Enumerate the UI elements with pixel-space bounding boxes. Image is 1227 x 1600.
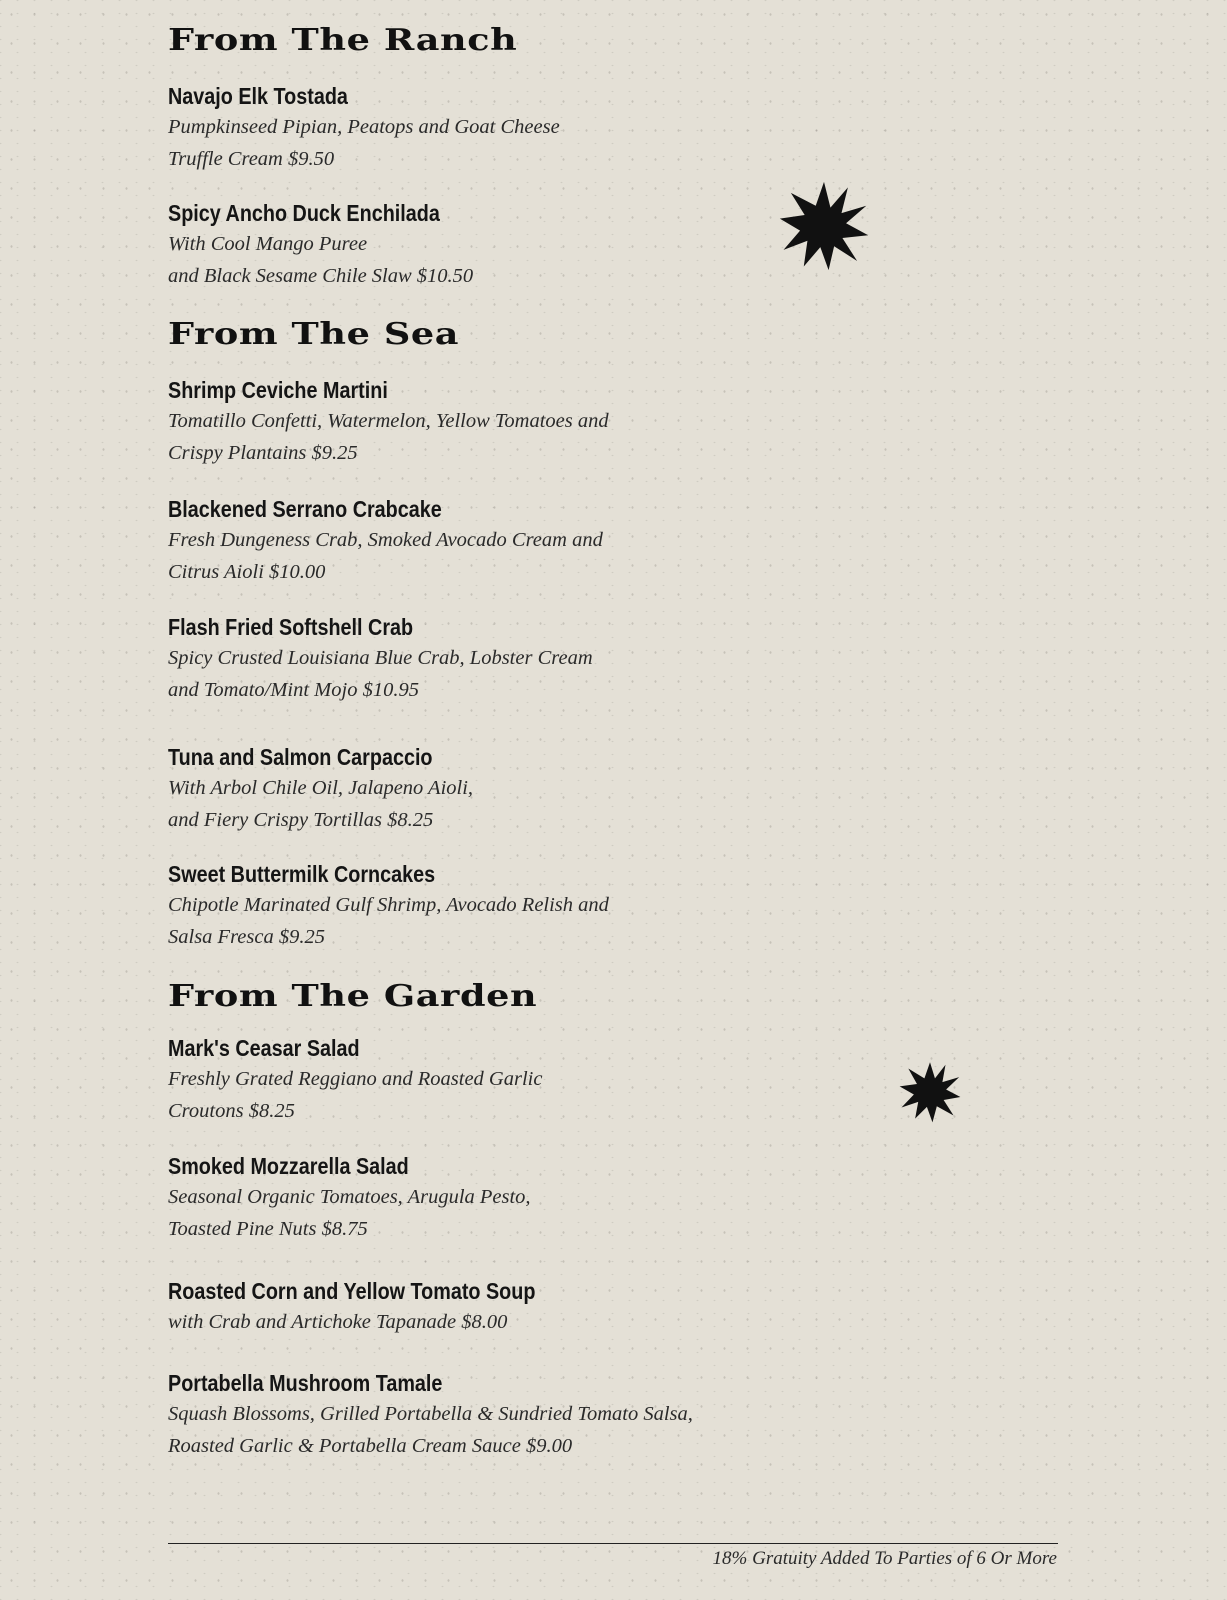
menu-item — [168, 198, 848, 292]
item-description: Pumpkinseed Pipian, Peatops and Goat Cheese Truffle Cream $9.50 — [168, 116, 560, 170]
item-description: Freshly Grated Reggiano and Roasted Garlic Croutons $8.25 — [168, 1068, 543, 1122]
item-name: Shrimp Ceviche Martini — [168, 377, 388, 403]
menu-item — [168, 1276, 848, 1338]
section-title-ranch: From The Ranch — [168, 23, 518, 58]
item-description: Spicy Crusted Louisiana Blue Crab, Lobster Cream and Tomato/Mint Mojo $10.95 — [168, 647, 593, 701]
gratuity-note: 18% Gratuity Added To Parties of 6 Or More — [712, 1548, 1057, 1569]
item-name: Sweet Buttermilk Corncakes — [168, 861, 436, 887]
item-description: Squash Blossoms, Grilled Portabella & Sundried Tomato Salsa, Roasted Garlic & Portabella Cream Sauce $9.00 — [168, 1403, 693, 1457]
menu-item — [168, 81, 848, 175]
menu-item — [168, 742, 848, 836]
item-description: With Cool Mango Puree and Black Sesame Chile Slaw $10.50 — [168, 233, 474, 287]
item-name: Portabella Mushroom Tamale — [168, 1370, 443, 1396]
menu-item — [168, 1151, 848, 1245]
item-name: Spicy Ancho Duck Enchilada — [168, 200, 440, 226]
menu-item — [168, 612, 848, 706]
item-name: Smoked Mozzarella Salad — [168, 1153, 409, 1179]
item-description: Chipotle Marinated Gulf Shrimp, Avocado Relish and Salsa Fresca $9.25 — [168, 894, 609, 948]
starburst-icon — [899, 1061, 961, 1123]
footer-divider — [168, 1543, 1058, 1544]
item-name: Blackened Serrano Crabcake — [168, 496, 442, 522]
menu-item — [168, 859, 848, 953]
menu-item — [168, 494, 848, 588]
section-title-sea: From The Sea — [168, 317, 460, 352]
item-name: Mark's Ceasar Salad — [168, 1035, 360, 1061]
menu-item — [168, 375, 848, 469]
item-description: With Arbol Chile Oil, Jalapeno Aioli, and Fiery Crispy Tortillas $8.25 — [168, 777, 474, 831]
menu-item — [168, 1368, 848, 1462]
item-description: with Crab and Artichoke Tapanade $8.00 — [168, 1311, 508, 1333]
item-description: Fresh Dungeness Crab, Smoked Avocado Cream and Citrus Aioli $10.00 — [168, 529, 603, 583]
item-name: Navajo Elk Tostada — [168, 83, 348, 109]
section-title-garden: From The Garden — [168, 979, 538, 1014]
item-description: Seasonal Organic Tomatoes, Arugula Pesto, Toasted Pine Nuts $8.75 — [168, 1186, 531, 1240]
item-name: Tuna and Salmon Carpaccio — [168, 744, 433, 770]
item-description: Tomatillo Confetti, Watermelon, Yellow Tomatoes and Crispy Plantains $9.25 — [168, 410, 609, 464]
item-name: Flash Fried Softshell Crab — [168, 614, 414, 640]
item-name: Roasted Corn and Yellow Tomato Soup — [168, 1278, 536, 1304]
menu-item — [168, 1033, 848, 1127]
starburst-icon — [778, 180, 870, 272]
